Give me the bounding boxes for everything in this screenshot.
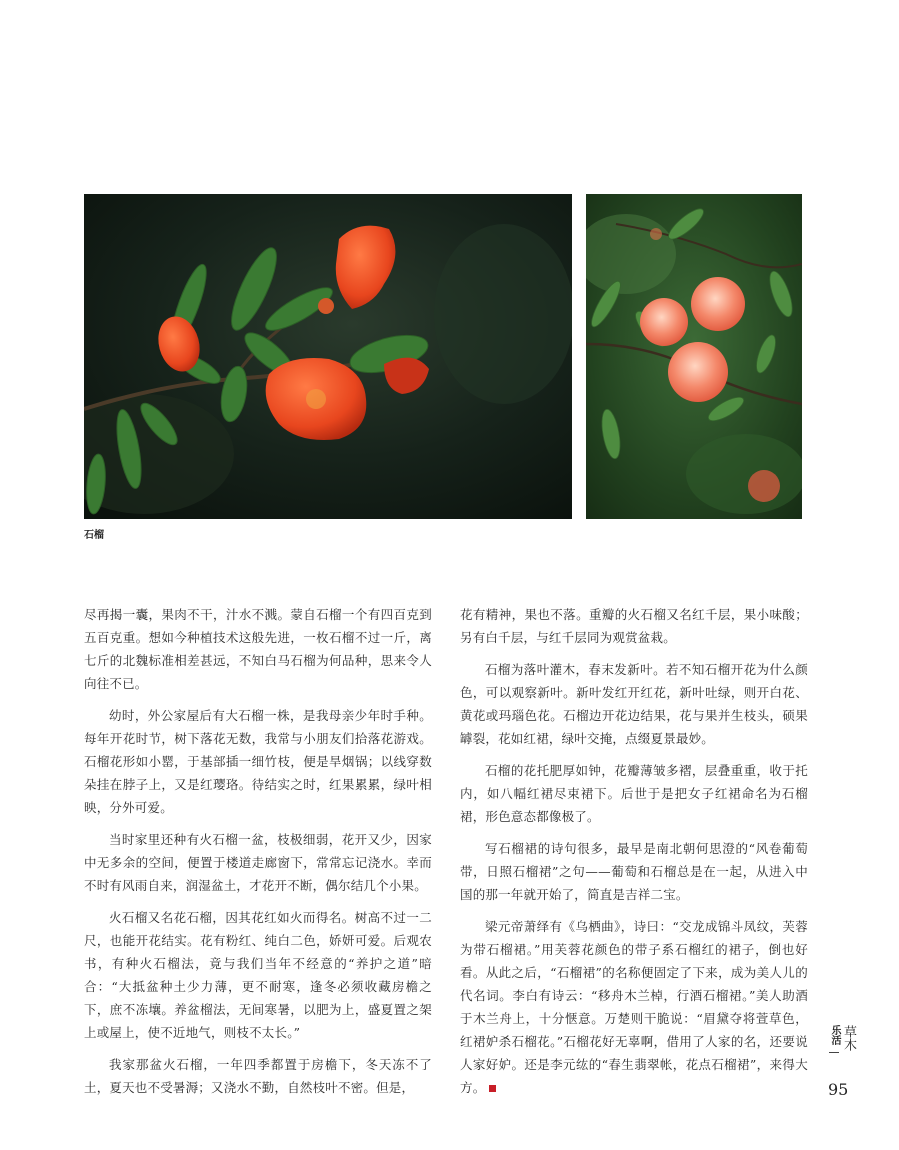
paragraph: 火石榴又名花石榴，因其花红如火而得名。树高不过一二尺，也能开花结实。花有粉红、纯白二色，娇妍可爱。后观农书，有种火石榴法，竟与我们当年不经意的“养护之道”暗合：“大抵盆种土少力薄，更不耐寒，逢冬必须收藏房檐之下，庶不冻壤。养盆榴法，无间寒暑，以肥为上，盛夏置之架上或屋上，使不近地气，则枝不太长。” <box>84 910 432 1040</box>
photo-double-petal-pomegranate <box>586 194 802 519</box>
paragraph: 写石榴裙的诗句很多，最早是南北朝何思澄的“风卷葡萄带，日照石榴裙”之句——葡萄和石榴总是在一起，从进入中国的那一年就开始了，简直是吉祥二宝。 <box>460 841 808 902</box>
paragraph: 尽再揭一囊，果肉不干，汁水不溅。蒙自石榴一个有四百克到五百克重。想如今种植技术这般先进，一枚石榴不过一斤，离七斤的北魏标准相差甚远，不知白马石榴为何品种，思来令人向往不已。 <box>84 607 432 691</box>
article-column-right <box>460 603 808 1108</box>
paragraph-text: 梁元帝萧绎有《乌栖曲》，诗曰：“交龙成锦斗凤纹，芙蓉为带石榴裙。”用芙蓉花颜色的带子系石榴红的裙子，倒也好看。从此之后，“石榴裙”的名称便固定了下来，成为美人儿的代名词。李白有诗云：“移舟木兰棹，行酒石榴裙。”美人助酒于木兰舟上，十分惬意。万楚则干脆说：“眉黛夺将萱草色，红裙妒杀石榴花。”石榴花好无辜啊，借用了人家的名，还要说人家好妒。还是李元纮的“春生翡翠帐，花点石榴裙”，来得大方。 <box>460 919 808 1095</box>
paragraph: 石榴的花托肥厚如钟，花瓣薄皱多褶，层叠重重，收于托内，如八幅红裙尽束裙下。后世于是把女子红裙命名为石榴裙，形色意态都像极了。 <box>460 763 808 824</box>
paragraph: 幼时，外公家屋后有大石榴一株，是我母亲少年时手种。每年开花时节，树下落花无数，我常与小朋友们拾落花游戏。石榴花形如小罂，于基部插一细竹枝，便是旱烟锅；以线穿数朵挂在脖子上，又是红璎珞。待结实之时，红果累累，绿叶相映，分外可爱。 <box>84 708 432 815</box>
section-name: 乐活 <box>829 1025 840 1045</box>
paragraph-last <box>460 915 808 1099</box>
photo-caption: 石榴 <box>84 530 104 541</box>
column-name: 草木 <box>841 1025 856 1051</box>
paragraph: 花有精神，果也不落。重瓣的火石榴又名红千层，果小味酸；另有白千层，与红千层同为观赏盆栽。 <box>460 607 808 645</box>
article-column-left <box>84 603 432 1108</box>
section-label <box>828 1025 858 1077</box>
page-number: 95 <box>828 1080 849 1099</box>
paragraph: 石榴为落叶灌木，春末发新叶。若不知石榴开花为什么颜色，可以观察新叶。新叶发红开红花，新叶吐绿，则开白花、黄花或玛瑙色花。石榴边开花边结果，花与果并生枝头，硕果罅裂，花如红裙，绿叶交掩，点缀夏景最妙。 <box>460 662 808 746</box>
paragraph: 当时家里还种有火石榴一盆，枝极细弱，花开又少，因家中无多余的空间，便置于楼道走廊窗下，常常忘记浇水。幸而不时有风雨自来，润湿盆土，才花开不断，偶尔结几个小果。 <box>84 832 432 893</box>
section-divider <box>829 1052 839 1053</box>
photo-pomegranate-flowers <box>84 194 572 519</box>
paragraph: 我家那盆火石榴，一年四季都置于房檐下，冬天冻不了土，夏天也不受暑溽；又浇水不勤，自然枝叶不密。但是， <box>84 1057 432 1095</box>
end-of-article-mark <box>489 1085 496 1092</box>
